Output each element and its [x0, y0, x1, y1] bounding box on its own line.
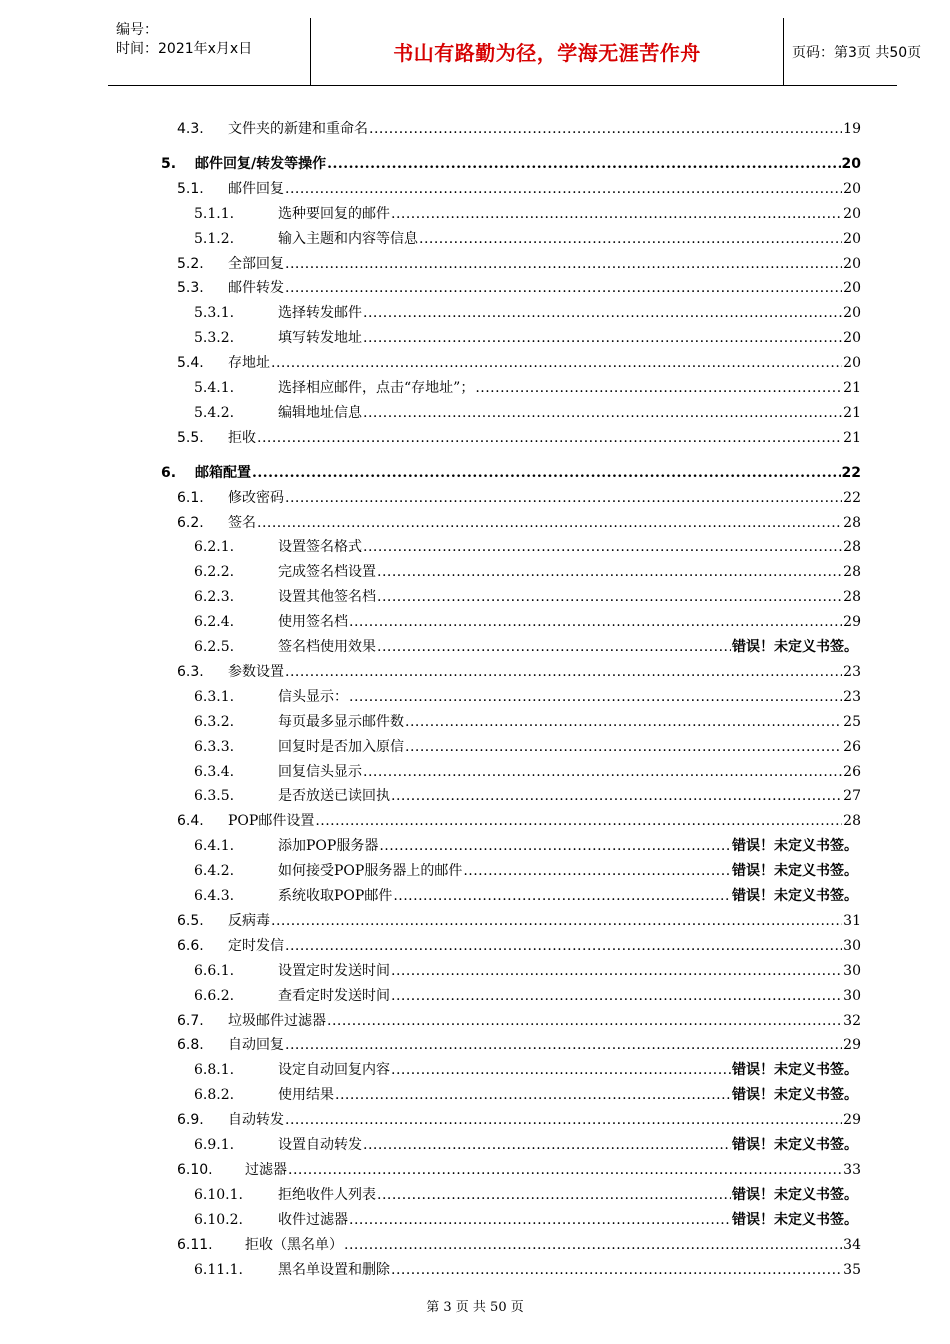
toc-title: 填写转发地址 [278, 330, 362, 347]
toc-title: 拒收 [228, 429, 256, 446]
toc-entry[interactable] [194, 1183, 858, 1207]
toc-entry[interactable] [194, 735, 861, 759]
toc-page-number: 28 [843, 813, 861, 830]
toc-leader [285, 1108, 842, 1132]
toc-leader [285, 486, 842, 510]
toc-title: 使用结果 [278, 1087, 334, 1104]
toc-leader [285, 252, 842, 276]
header-motto-cell [310, 18, 784, 85]
toc-title: 设定自动回复内容 [278, 1062, 390, 1079]
toc-number: 5.4.2. [194, 404, 235, 421]
toc-page-number: 19 [843, 121, 861, 137]
toc-number: 6.4.3. [194, 888, 235, 904]
toc-entry[interactable] [177, 1233, 861, 1257]
toc-title: 每页最多显示邮件数 [278, 713, 404, 730]
toc-page-number: 35 [843, 1261, 861, 1278]
toc-number: 5.3.1. [194, 305, 235, 322]
toc-title: 回复信头显示 [278, 763, 362, 780]
toc-entry[interactable] [194, 301, 861, 325]
toc-leader [391, 984, 842, 1008]
toc-leader [327, 1009, 842, 1033]
toc-page-number: 23 [843, 688, 861, 705]
toc-page-number: 28 [843, 539, 861, 556]
toc-title: 完成签名档设置 [278, 564, 376, 581]
toc-number: 6.8. [177, 1037, 204, 1054]
toc-leader [377, 635, 731, 659]
toc-number: 5.5. [177, 429, 204, 446]
toc-title: 存地址 [228, 355, 270, 372]
toc-entry[interactable] [194, 1133, 858, 1157]
toc-leader [363, 1133, 731, 1157]
toc-number: 6.2.1. [194, 539, 235, 556]
toc-title: 使用签名档 [278, 614, 348, 631]
toc-page-number: 21 [843, 404, 861, 421]
toc-entry[interactable] [177, 1108, 861, 1132]
toc-entry[interactable] [161, 461, 861, 485]
toc-leader [377, 585, 842, 609]
toc-title: 修改密码 [228, 489, 284, 506]
toc-leader [285, 934, 842, 958]
toc-title: 全部回复 [228, 255, 284, 272]
toc-page-number: 错误！未定义书签。 [732, 888, 858, 904]
toc-entry[interactable] [194, 859, 858, 883]
toc-page-number: 22 [841, 464, 861, 481]
toc-leader [391, 1258, 842, 1282]
toc-leader [288, 1158, 842, 1182]
toc-leader [363, 760, 842, 784]
toc-title: 设置定时发送时间 [278, 962, 390, 979]
toc-number: 6.2.2. [194, 564, 235, 581]
toc-title: 添加POP服务器 [278, 838, 379, 855]
header-motto: 书山有路勤为径，学海无涯苦作舟 [393, 41, 701, 65]
toc-number: 4.3. [177, 121, 204, 137]
toc-title: 反病毒 [228, 912, 270, 929]
toc-number: 5.3. [177, 280, 204, 297]
toc-number: 6. [161, 464, 177, 481]
toc-entry[interactable] [194, 884, 858, 908]
toc-entry[interactable] [194, 585, 861, 609]
toc-number: 6.6.1. [194, 962, 235, 979]
toc-leader [363, 301, 842, 325]
toc-leader [391, 1058, 731, 1082]
header-page-info: 页码：第3页 共50页 [792, 44, 922, 61]
toc-number: 6.11.1. [194, 1261, 243, 1278]
toc-page-number: 错误！未定义书签。 [732, 863, 858, 880]
toc-entry[interactable] [177, 1033, 861, 1057]
toc-title: 系统收取POP邮件 [278, 888, 393, 904]
toc-number: 6.4.2. [194, 863, 235, 880]
doc-date: 时间：2021年x月x日 [116, 41, 253, 57]
toc-title: 回复时是否加入原信 [278, 738, 404, 755]
header-page-cell [784, 18, 922, 85]
toc-entry[interactable] [194, 784, 861, 808]
toc-leader [271, 351, 842, 375]
toc-number: 6.3.4. [194, 763, 235, 780]
toc-leader [393, 884, 731, 908]
toc-number: 6.9.1. [194, 1137, 235, 1153]
toc-page-number: 33 [843, 1161, 861, 1178]
toc-entry[interactable] [177, 1158, 861, 1182]
toc-entry[interactable] [177, 486, 861, 510]
page-header [108, 18, 922, 86]
toc-leader [315, 809, 842, 833]
toc-number: 6.3. [177, 663, 204, 680]
toc-title: 签名档使用效果 [278, 639, 376, 655]
toc-entry[interactable] [194, 1083, 858, 1107]
toc-leader [391, 784, 842, 808]
toc-number: 6.4.1. [194, 838, 235, 855]
toc-number: 6.11. [177, 1236, 213, 1253]
toc-leader [419, 227, 842, 251]
toc-page-number: 20 [841, 155, 861, 172]
toc-entry[interactable] [194, 401, 861, 425]
toc-leader [349, 685, 842, 709]
toc-title: 设置自动转发 [278, 1137, 362, 1153]
toc-entry[interactable] [194, 376, 861, 400]
toc-entry[interactable] [194, 326, 861, 350]
toc-number: 6.10.1. [194, 1186, 243, 1203]
toc-entry[interactable] [194, 535, 861, 559]
toc-leader [327, 152, 840, 176]
toc-title: 选择转发邮件 [278, 305, 362, 322]
toc-number: 6.3.5. [194, 788, 235, 805]
toc-number: 6.2.3. [194, 589, 235, 606]
toc-leader [271, 909, 842, 933]
toc-leader [377, 560, 842, 584]
toc-title: 垃圾邮件过滤器 [228, 1012, 326, 1029]
toc-leader [285, 276, 842, 300]
toc-title: 文件夹的新建和重命名 [228, 121, 368, 137]
toc-title: 设置其他签名档 [278, 589, 376, 606]
toc-entry[interactable] [177, 511, 861, 535]
toc-entry[interactable] [194, 560, 861, 584]
toc-title: 编辑地址信息 [278, 404, 362, 421]
toc-page-number: 26 [843, 738, 861, 755]
toc-entry[interactable] [177, 426, 861, 450]
toc-leader [349, 1208, 731, 1232]
toc-title: 参数设置 [228, 663, 284, 680]
toc-entry[interactable] [194, 710, 861, 734]
toc-entry[interactable] [177, 117, 861, 141]
toc-entry[interactable] [177, 809, 861, 833]
toc-title: 过滤器 [245, 1161, 287, 1178]
toc-page-number: 29 [843, 614, 861, 631]
toc-number: 6.2. [177, 514, 204, 531]
toc-title: 自动回复 [228, 1037, 284, 1054]
toc-number: 6.9. [177, 1112, 204, 1129]
toc-number: 5.1.2. [194, 230, 235, 247]
toc-leader [463, 859, 731, 883]
toc-number: 5. [161, 155, 177, 172]
toc-number: 5.4.1. [194, 380, 235, 396]
toc-page-number: 20 [843, 255, 861, 272]
page-footer: 第 3 页 共 50 页 [426, 1300, 524, 1315]
toc-entry[interactable] [177, 934, 861, 958]
toc-page-number: 20 [843, 330, 861, 347]
toc-number: 6.7. [177, 1012, 204, 1029]
toc-page-number: 25 [843, 713, 861, 730]
toc-entry[interactable] [177, 909, 861, 933]
toc-entry[interactable] [194, 635, 858, 659]
toc-entry[interactable] [177, 252, 861, 276]
toc-title: 黑名单设置和删除 [278, 1261, 390, 1278]
toc-leader [363, 326, 842, 350]
toc-number: 6.2.4. [194, 614, 235, 631]
toc-leader [344, 1233, 842, 1257]
toc-entry[interactable] [194, 984, 861, 1008]
toc-entry[interactable] [194, 1058, 858, 1082]
toc-number: 6.6.2. [194, 987, 235, 1004]
toc-number: 5.3.2. [194, 330, 235, 347]
toc-leader [335, 1083, 731, 1107]
toc-entry[interactable] [194, 227, 861, 251]
toc-page-number: 34 [843, 1236, 861, 1253]
toc-entry[interactable] [177, 177, 861, 201]
toc-number: 5.4. [177, 355, 204, 372]
toc-title: 定时发信 [228, 937, 284, 954]
doc-number: 编号： [116, 22, 158, 38]
toc-number: 5.1.1. [194, 205, 235, 222]
toc-title: 收件过滤器 [278, 1211, 348, 1228]
toc-entry[interactable] [194, 610, 861, 634]
toc-number: 6.10.2. [194, 1211, 243, 1228]
toc-leader [377, 1183, 731, 1207]
toc-page-number: 20 [843, 355, 861, 372]
toc-leader [285, 177, 842, 201]
toc-leader [405, 735, 842, 759]
toc-leader [363, 401, 842, 425]
toc-page-number: 20 [843, 230, 861, 247]
toc-title: 签名 [228, 514, 256, 531]
toc-page-number: 错误！未定义书签。 [732, 1087, 858, 1104]
toc-page-number: 29 [843, 1037, 861, 1054]
toc-page-number: 错误！未定义书签。 [732, 639, 858, 655]
toc-page-number: 21 [843, 380, 861, 396]
toc-title: 设置签名格式 [278, 539, 362, 556]
toc-entry[interactable] [194, 1258, 861, 1282]
toc-leader [391, 959, 842, 983]
header-left-cell [108, 18, 310, 85]
toc-number: 6.3.1. [194, 688, 235, 705]
toc-page-number: 错误！未定义书签。 [732, 1062, 858, 1079]
toc-leader [285, 660, 842, 684]
toc-entry[interactable] [177, 660, 861, 684]
toc-entry[interactable] [194, 760, 861, 784]
toc-title: POP邮件设置 [228, 813, 315, 830]
toc-page-number: 28 [843, 589, 861, 606]
toc-leader [405, 710, 842, 734]
toc-title: 邮件回复/转发等操作 [195, 155, 327, 172]
toc-leader [475, 376, 842, 400]
toc-number: 6.10. [177, 1161, 213, 1178]
toc-number: 6.5. [177, 912, 204, 929]
toc-leader [391, 202, 842, 226]
toc-number: 5.1. [177, 180, 204, 197]
toc-title: 邮件回复 [228, 180, 284, 197]
toc-number: 6.3.3. [194, 738, 235, 755]
toc-page-number: 31 [843, 912, 861, 929]
toc-page-number: 22 [843, 489, 861, 506]
toc-page-number: 20 [843, 180, 861, 197]
toc-page-number: 错误！未定义书签。 [732, 1211, 858, 1228]
toc-page-number: 32 [843, 1012, 861, 1029]
toc-leader [257, 426, 842, 450]
toc-page-number: 30 [843, 937, 861, 954]
toc-title: 输入主题和内容等信息 [278, 230, 418, 247]
toc-entry[interactable] [161, 152, 861, 176]
toc-entry[interactable] [194, 1208, 858, 1232]
toc-page-number: 错误！未定义书签。 [732, 838, 858, 855]
toc-title: 邮件转发 [228, 280, 284, 297]
toc-page-number: 错误！未定义书签。 [732, 1186, 858, 1203]
toc-number: 6.6. [177, 937, 204, 954]
toc-page-number: 28 [843, 564, 861, 581]
toc-number: 6.8.1. [194, 1062, 235, 1079]
toc-entry[interactable] [177, 351, 861, 375]
toc-leader [349, 610, 842, 634]
toc-title: 如何接受POP服务器上的邮件 [278, 863, 463, 880]
toc-title: 邮箱配置 [195, 464, 251, 481]
toc-number: 5.2. [177, 255, 204, 272]
toc-title: 查看定时发送时间 [278, 987, 390, 1004]
toc-page-number: 23 [843, 663, 861, 680]
toc-leader [252, 461, 841, 485]
toc-entry[interactable] [177, 1009, 861, 1033]
toc-title: 选择相应邮件，点击“存地址”； [278, 380, 475, 396]
toc-entry[interactable] [177, 276, 861, 300]
toc-title: 选种要回复的邮件 [278, 205, 390, 222]
toc-page-number: 28 [843, 514, 861, 531]
toc-entry[interactable] [194, 202, 861, 226]
toc-number: 6.8.2. [194, 1087, 235, 1104]
toc-page-number: 29 [843, 1112, 861, 1129]
toc-entry[interactable] [194, 685, 861, 709]
toc-title: 信头显示： [278, 688, 348, 705]
toc-page-number: 错误！未定义书签。 [732, 1137, 858, 1153]
toc-number: 6.1. [177, 489, 204, 506]
toc-page-number: 30 [843, 987, 861, 1004]
toc-page-number: 21 [843, 429, 861, 446]
toc-leader [369, 117, 842, 141]
toc-number: 6.2.5. [194, 639, 235, 655]
toc-title: 拒绝收件人列表 [278, 1186, 376, 1203]
toc-leader [285, 1033, 842, 1057]
toc-number: 6.3.2. [194, 713, 235, 730]
toc-entry[interactable] [194, 834, 858, 858]
toc-page-number: 20 [843, 305, 861, 322]
toc-page-number: 26 [843, 763, 861, 780]
toc-page-number: 20 [843, 280, 861, 297]
toc-page-number: 30 [843, 962, 861, 979]
toc-leader [379, 834, 731, 858]
toc-title: 自动转发 [228, 1112, 284, 1129]
toc-title: 拒收（黑名单） [245, 1236, 343, 1253]
toc-page-number: 20 [843, 205, 861, 222]
toc-entry[interactable] [194, 959, 861, 983]
toc-title: 是否放送已读回执 [278, 788, 390, 805]
toc-leader [257, 511, 842, 535]
toc-page-number: 27 [843, 788, 861, 805]
toc-leader [363, 535, 842, 559]
toc-number: 6.4. [177, 813, 204, 830]
